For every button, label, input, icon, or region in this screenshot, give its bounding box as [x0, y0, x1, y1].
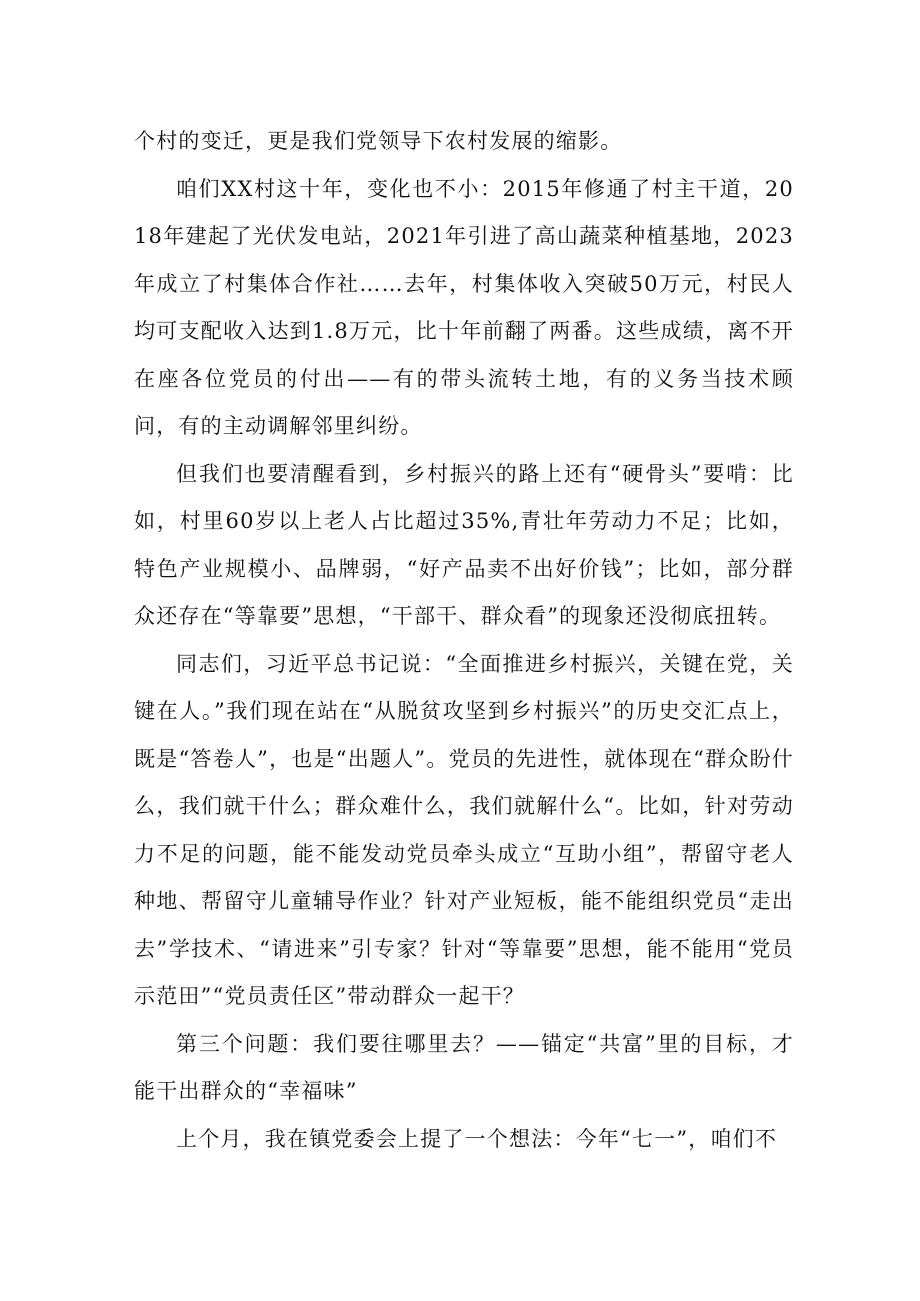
document-body: [134, 118, 794, 1163]
paragraph-last-month: 上个月，我在镇党委会上提了一个想法：今年“七一”，咱们不: [176, 1126, 778, 1151]
paragraph-continuation: 个村的变迁，更是我们党领导下农村发展的缩影。: [134, 129, 623, 153]
paragraph-challenges: 但我们也要清醒看到，乡村振兴的路上还有“硬骨头”要啃：比如，村里60岁以上老人占比超过35%,青壮年劳动力不足；比如，特色产业规模小、品牌弱，“好产品卖不出好价钱”；比如，部分群众还存在“等靠要”思想，“干部干、群众看”的现象还没彻底扭转。: [134, 461, 794, 628]
paragraph-village-changes: 咱们XX村这十年，变化也不小：2015年修通了村主干道，2018年建起了光伏发电站，2021年引进了高山蔬菜种植基地，2023年成立了村集体合作社……去年，村集体收入突破50万元，村民人均可支配收入达到1.8万元，比十年前翻了两番。这些成绩，离不开在座各位党员的付出——有的带头流转土地，有的义务当技术顾问，有的主动调解邻里纠纷。: [134, 176, 794, 438]
paragraph-party-members-role: 同志们，习近平总书记说：“全面推进乡村振兴，关键在党，关键在人。”我们现在站在“从脱贫攻坚到乡村振兴”的历史交汇点上，既是“答卷人”，也是“出题人”。党员的先进性，就体现在“群众盼什么，我们就干什么；群众难什么，我们就解什么“。比如，针对劳动力不足的问题，能不能发动党员牵头成立“互助小组”，帮留守老人种地、帮留守儿童辅导作业？针对产业短板，能不能组织党员“走出去”学技术、“请进来”引专家？针对“等靠要”思想，能不能用“党员示范田”“党员责任区”带动群众一起干？: [134, 651, 794, 1008]
paragraph-third-question: 第三个问题：我们要往哪里去？——锚定“共富”里的目标，才能干出群众的“幸福味”: [134, 1031, 794, 1103]
